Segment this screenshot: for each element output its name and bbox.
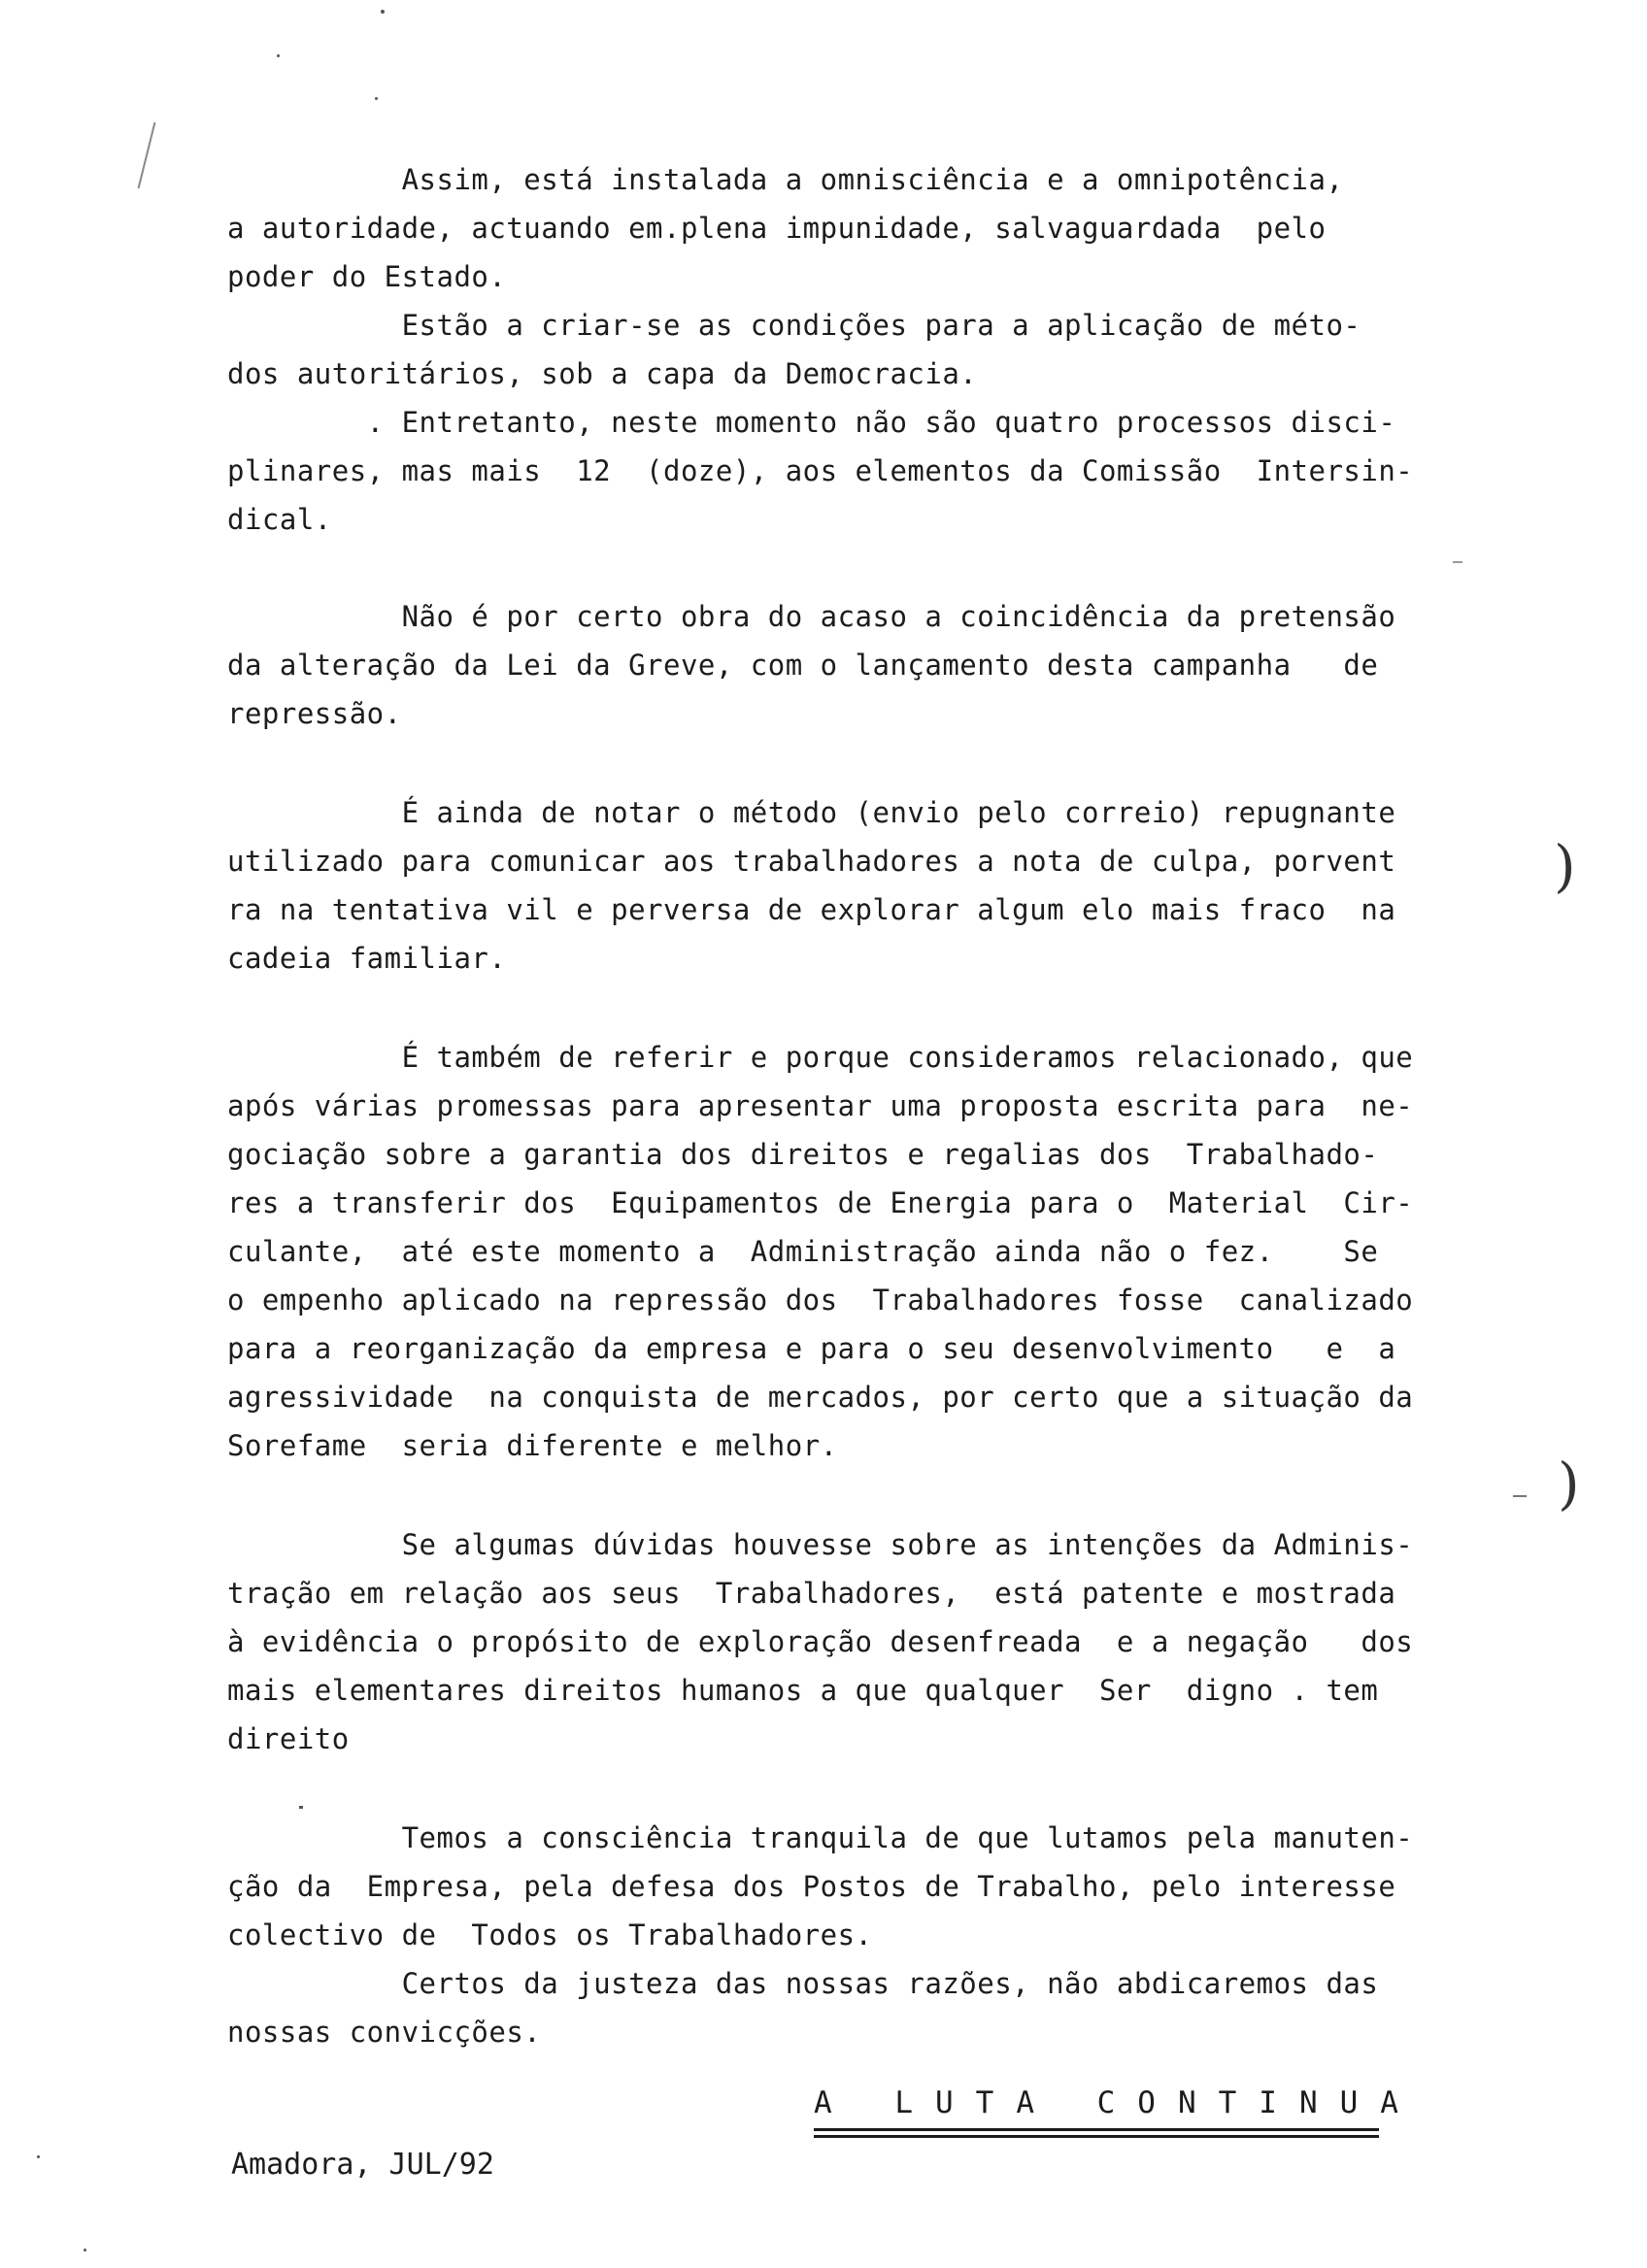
text-line: poder do Estado. xyxy=(227,260,507,293)
text-line: Se algumas dúvidas houvesse sobre as intenções da Adminis- xyxy=(227,1528,1414,1561)
scan-speck xyxy=(375,97,378,100)
text-line: . Entretanto, neste momento não são quatro processos disci- xyxy=(227,406,1396,439)
text-line: plinares, mas mais 12 (doze), aos elementos da Comissão Intersin- xyxy=(227,454,1414,487)
text-line: repressão. xyxy=(227,697,402,730)
text-line: tração em relação aos seus Trabalhadores, está patente e mostrada xyxy=(227,1577,1396,1610)
text-line: Sorefame seria diferente e melhor. xyxy=(227,1429,838,1462)
text-line: É também de referir e porque consideramos relacionado, que xyxy=(227,1041,1414,1074)
slogan-underline xyxy=(814,2128,1379,2131)
text-line: ção da Empresa, pela defesa dos Postos de Trabalho, pelo interesse xyxy=(227,1870,1396,1903)
text-line: gociação sobre a garantia dos direitos e regalias dos Trabalhado- xyxy=(227,1138,1379,1171)
text-line: da alteração da Lei da Greve, com o lançamento desta campanha de xyxy=(227,649,1379,682)
scan-speck xyxy=(37,2155,40,2158)
text-line: Certos da justeza das nossas razões, não abdicaremos das xyxy=(227,1967,1379,2000)
slogan: A LUTA CONTINUA xyxy=(814,2085,1421,2120)
scan-speck xyxy=(277,54,280,57)
text-line: cadeia familiar. xyxy=(227,942,507,975)
text-line: Assim, está instalada a omnisciência e a omnipotência, xyxy=(227,163,1344,196)
scan-scratch xyxy=(138,122,156,188)
text-line: Temos a consciência tranquila de que lutamos pela manuten- xyxy=(227,1821,1414,1854)
text-line: utilizado para comunicar aos trabalhadores a nota de culpa, porvent xyxy=(227,845,1396,878)
text-line: após várias promessas para apresentar uma proposta escrita para ne- xyxy=(227,1089,1414,1122)
text-line: para a reorganização da empresa e para o seu desenvolvimento e a xyxy=(227,1332,1396,1365)
scan-speck xyxy=(381,10,385,14)
scan-speck xyxy=(84,2249,86,2251)
text-line: Não é por certo obra do acaso a coincidência da pretensão xyxy=(227,600,1396,633)
text-line: nossas convicções. xyxy=(227,2016,542,2049)
scan-speck xyxy=(299,1806,303,1809)
text-line: a autoridade, actuando em.plena impunidade, salvaguardada pelo xyxy=(227,212,1327,245)
text-line: dos autoritários, sob a capa da Democracia. xyxy=(227,357,978,390)
text-line: direito xyxy=(227,1722,350,1755)
scan-speck xyxy=(1453,561,1462,563)
text-line: agressividade na conquista de mercados, por certo que a situação da xyxy=(227,1381,1414,1414)
text-line: mais elementares direitos humanos a que qualquer Ser digno . tem xyxy=(227,1674,1379,1707)
text-line: Estão a criar-se as condições para a aplicação de méto- xyxy=(227,309,1361,342)
text-line: ra na tentativa vil e perversa de explorar algum elo mais fraco na xyxy=(227,893,1396,926)
text-line: o empenho aplicado na repressão dos Trabalhadores fosse canalizado xyxy=(227,1284,1414,1317)
text-line: culante, até este momento a Administração ainda não o fez. Se xyxy=(227,1235,1379,1268)
text-line: res a transferir dos Equipamentos de Energia para o Material Cir- xyxy=(227,1186,1414,1219)
binder-hole-mark: ) xyxy=(1554,833,1576,899)
text-line: à evidência o propósito de exploração desenfreada e a negação dos xyxy=(227,1625,1414,1658)
text-line: dical. xyxy=(227,503,332,536)
scan-speck xyxy=(1513,1495,1527,1497)
text-line: colectivo de Todos os Trabalhadores. xyxy=(227,1918,873,1951)
slogan-underline-double xyxy=(814,2135,1379,2138)
place-date: Amadora, JUL/92 xyxy=(231,2148,494,2182)
binder-hole-mark: ) xyxy=(1558,1451,1580,1517)
text-line: É ainda de notar o método (envio pelo correio) repugnante xyxy=(227,796,1396,829)
